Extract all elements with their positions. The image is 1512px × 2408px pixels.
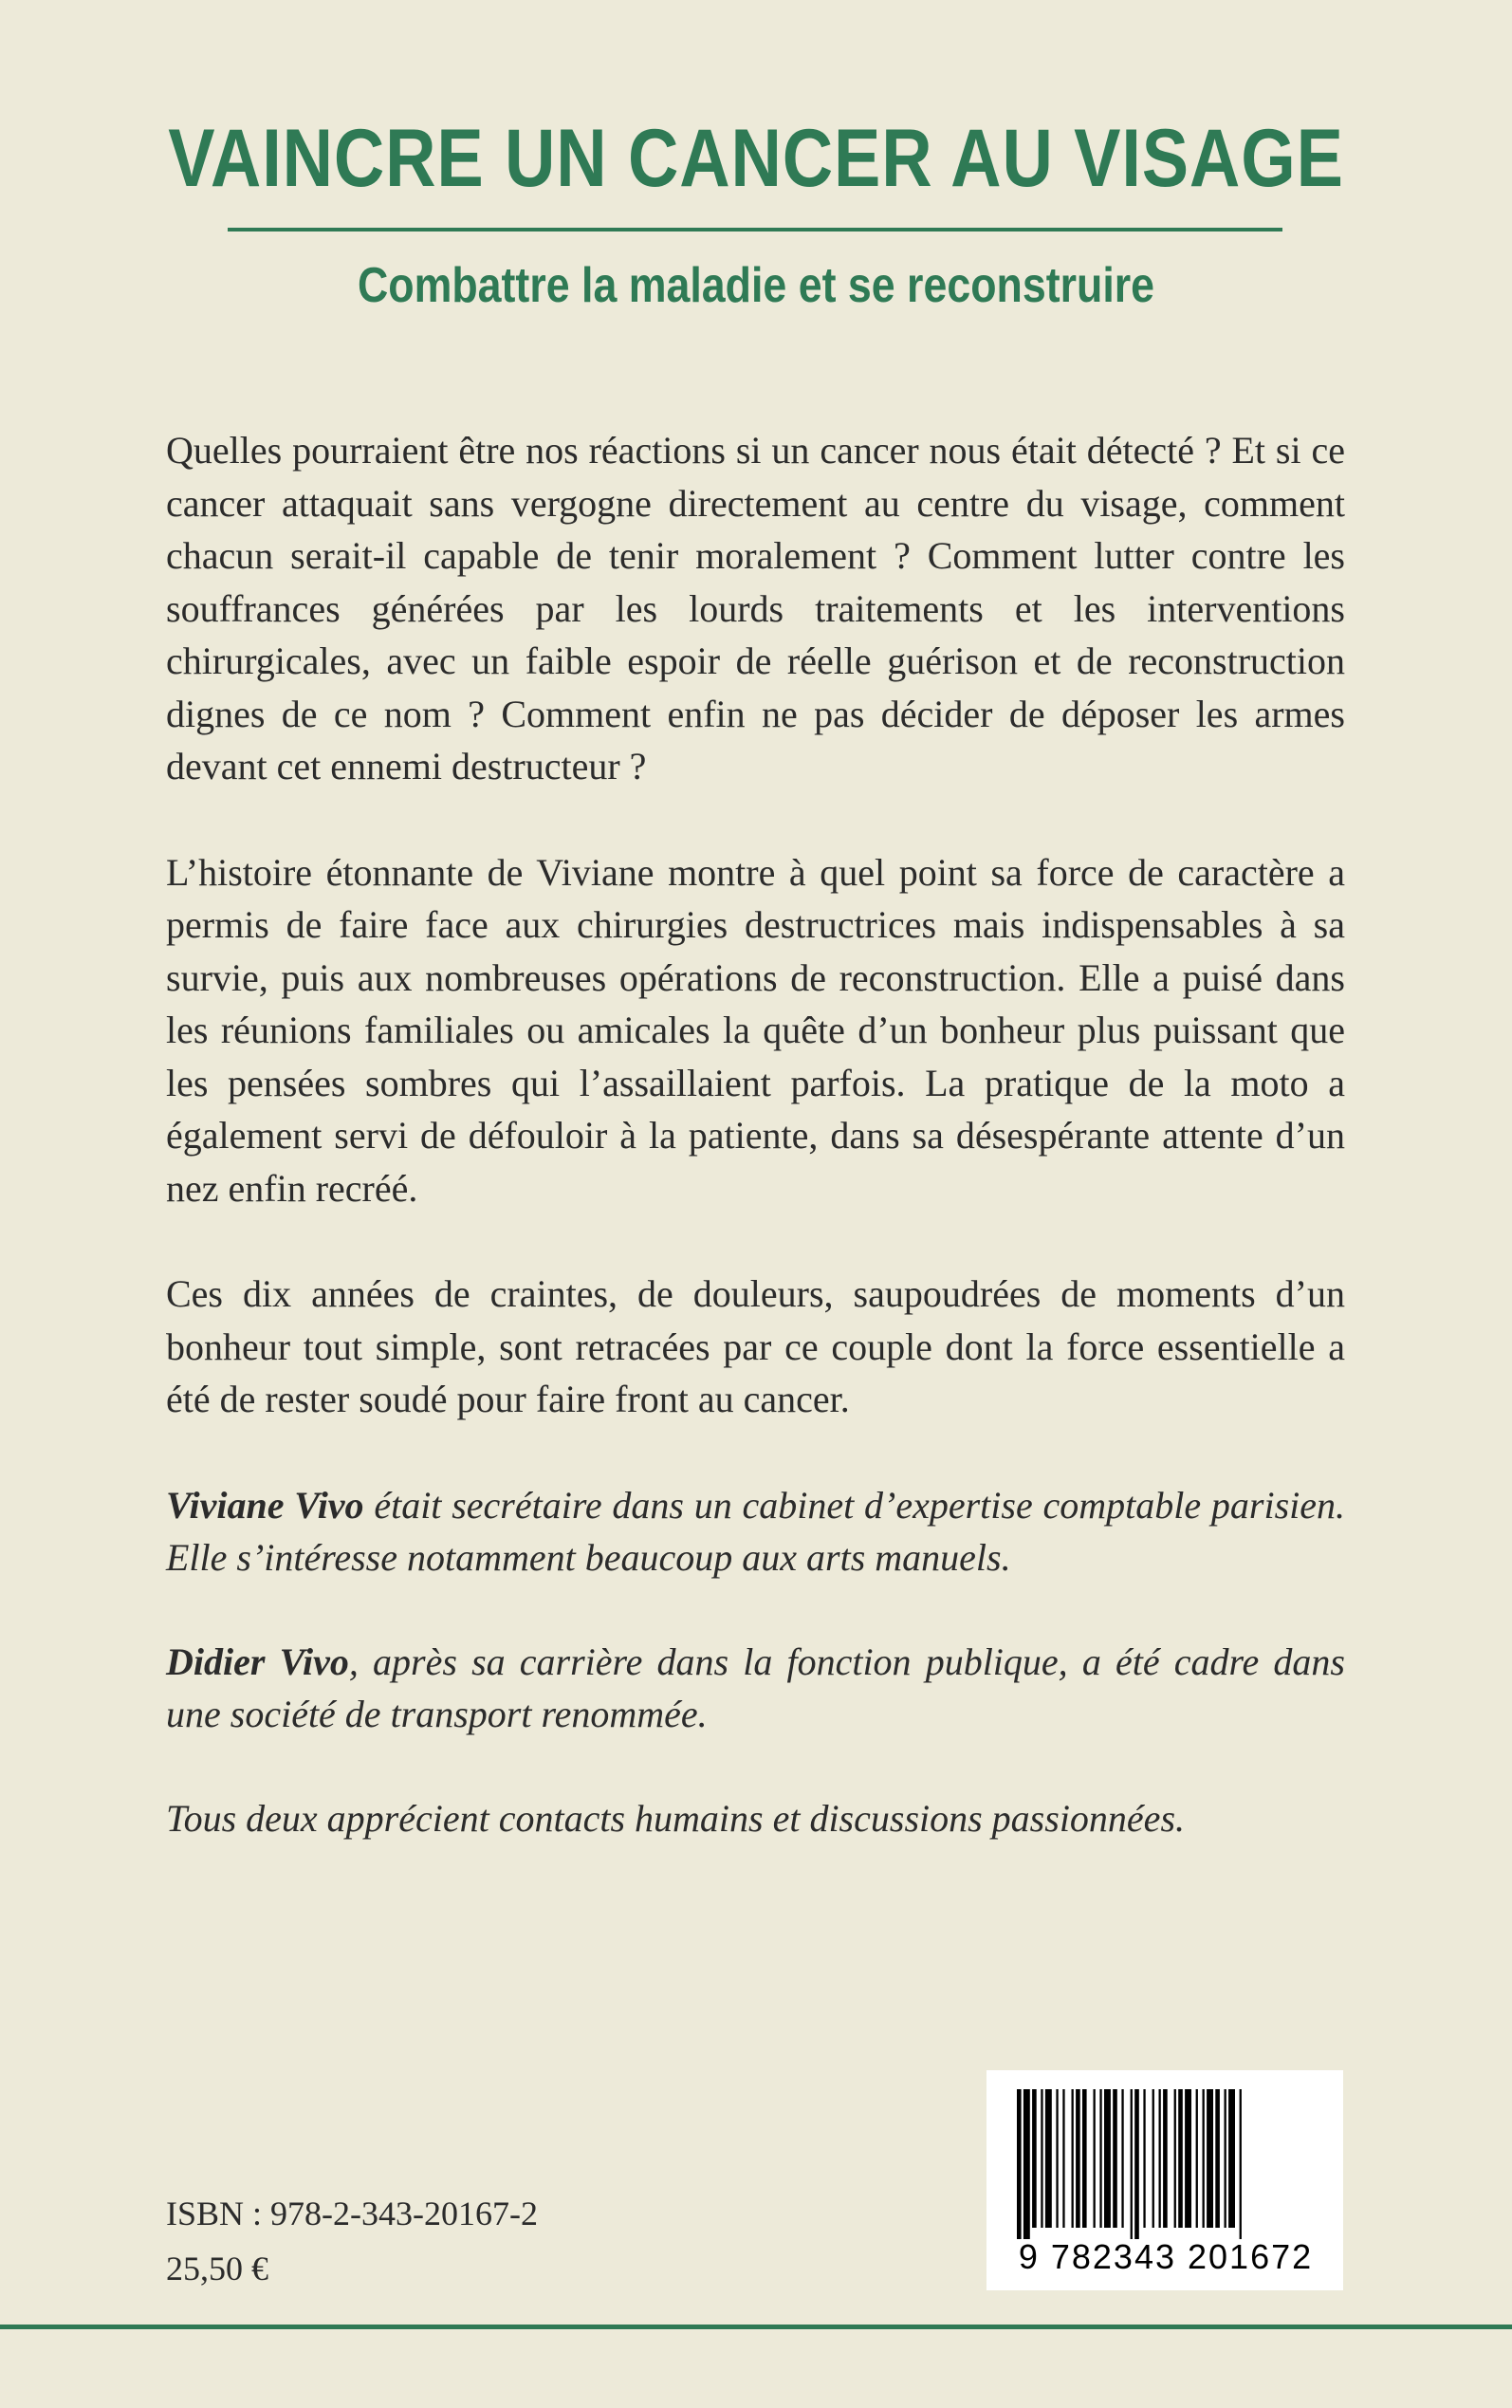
barcode-bar xyxy=(1041,2089,1042,2228)
barcode-bar xyxy=(1131,2089,1133,2239)
author-bio-1 xyxy=(166,1479,1345,1584)
back-cover-text xyxy=(166,424,1345,1898)
barcode-bar xyxy=(1178,2089,1183,2228)
barcode-bar xyxy=(1062,2089,1064,2228)
barcode-bar xyxy=(1134,2089,1139,2239)
barcode-bar xyxy=(1240,2089,1242,2239)
price: 25,50 € xyxy=(166,2250,268,2288)
barcode-bars xyxy=(986,2070,1343,2241)
barcode-bar xyxy=(1017,2089,1022,2239)
barcode xyxy=(986,2070,1343,2290)
barcode-bar xyxy=(1207,2089,1213,2228)
barcode-bar xyxy=(1215,2089,1220,2228)
title-divider xyxy=(228,228,1282,232)
barcode-bar xyxy=(1094,2089,1096,2228)
barcode-bar xyxy=(1113,2089,1117,2228)
barcode-bar xyxy=(1203,2089,1205,2228)
barcode-bar xyxy=(1163,2089,1168,2228)
barcode-digits: 9 782343 201672 xyxy=(1018,2237,1314,2276)
author-name-2: Didier Vivo xyxy=(166,1639,349,1683)
barcode-bar xyxy=(1023,2089,1030,2239)
author-name-1: Viviane Vivo xyxy=(166,1483,364,1527)
summary-paragraph-3: Ces dix années de craintes, de douleurs, saupoudrées de moments d’un bonheur tout simple, sont retracées par ce couple dont la force essentielle a été de rester soudé pour faire front au cancer. xyxy=(166,1272,1345,1420)
barcode-bar xyxy=(1076,2089,1080,2228)
barcode-bar xyxy=(1185,2089,1191,2228)
barcode-bar xyxy=(1159,2089,1161,2228)
summary-paragraph-2: L’histoire étonnante de Viviane montre à quel point sa force de caractère a permis de faire face aux chirurgies destructrices mais indispensables à sa survie, puis aux nombreuses opérations de reconstruction. Elle a puisé dans les réunions familiales ou amicales la quête d’un bonheur plus puissant que les pensées sombres qui l’assaillaient parfois. La pratique de la moto a également servi de défouloir à la patiente, dans sa désespérante attente d’un nez enfin recréé. xyxy=(166,850,1345,1210)
barcode-bar xyxy=(1099,2089,1101,2228)
summary-paragraph-1: Quelles pourraient être nos réactions si un cancer nous était détecté ? Et si ce cancer attaquait sans vergogne directement au centre du visage, comment chacun serait-il capable de tenir moralement ? Comment lutter contre les souffrances générées par les lourds traitements et les interventions chirurgicales, avec un faible espoir de réelle guérison et de reconstruction dignes de ce nom ? Comment enfin ne pas décider de déposer les armes devant cet ennemi destructeur ? xyxy=(166,429,1345,787)
barcode-bar xyxy=(1121,2089,1123,2228)
book-title: VAINCRE UN CANCER AU VISAGE xyxy=(168,113,1344,204)
author-bio-2-text: , après sa carrière dans la fonction publique, a été cadre dans une société de transport renommée. xyxy=(166,1639,1345,1735)
barcode-bar xyxy=(1152,2089,1154,2228)
barcode-bar xyxy=(1228,2089,1235,2228)
bottom-divider xyxy=(0,2325,1512,2329)
barcode-bar xyxy=(1174,2089,1176,2228)
closing-line: Tous deux apprécient contacts humains et discussions passionnées. xyxy=(166,1796,1186,1840)
barcode-bar xyxy=(1143,2089,1145,2228)
book-subtitle: Combattre la maladie et se reconstruire xyxy=(357,258,1155,313)
author-bio-2 xyxy=(166,1636,1345,1741)
barcode-bar xyxy=(1072,2089,1074,2228)
barcode-bar xyxy=(1104,2089,1111,2228)
barcode-bar xyxy=(1045,2089,1052,2228)
barcode-bar xyxy=(1082,2089,1087,2228)
author-bio-1-text: était secrétaire dans un cabinet d’expertise comptable parisien. Elle s’intéresse notamment beaucoup aux arts manuels. xyxy=(166,1483,1345,1579)
isbn: ISBN : 978-2-343-20167-2 xyxy=(166,2195,538,2232)
barcode-bar xyxy=(1032,2089,1037,2228)
barcode-bar xyxy=(1056,2089,1058,2228)
barcode-bar xyxy=(1225,2089,1226,2228)
barcode-bar xyxy=(1196,2089,1198,2228)
